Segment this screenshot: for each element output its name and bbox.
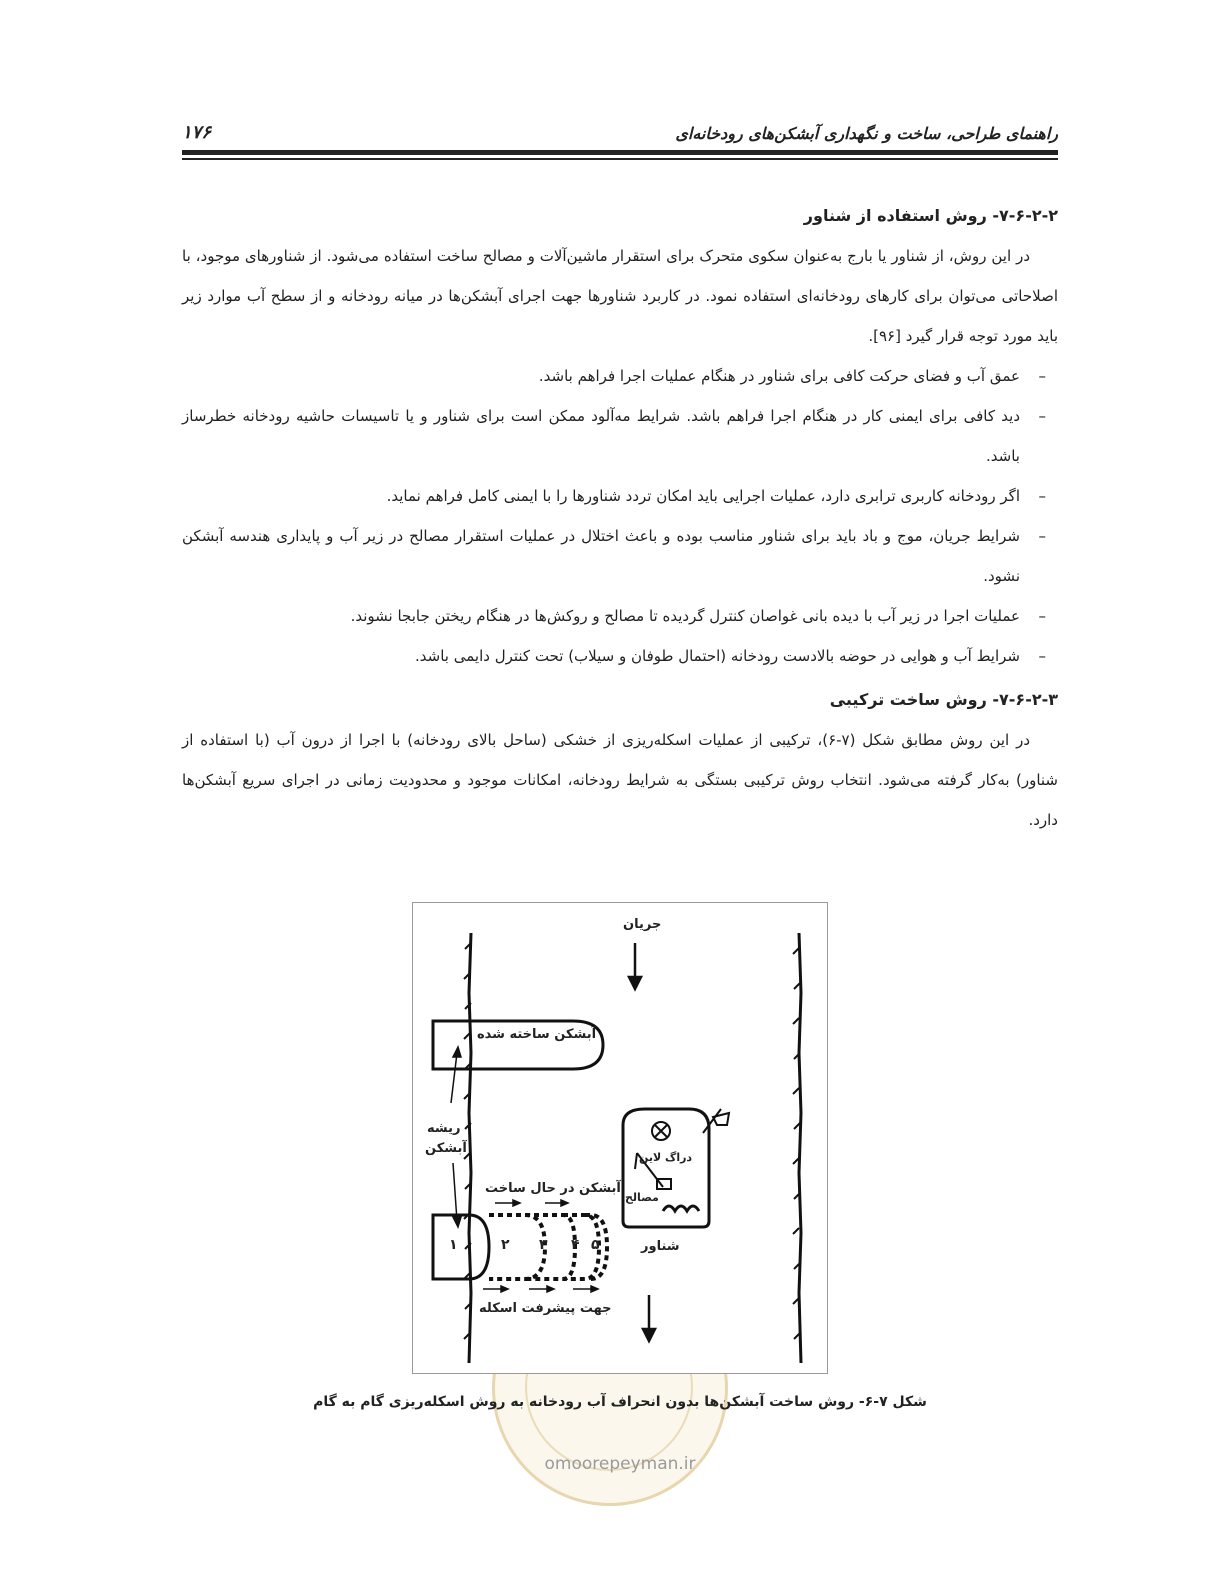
section-heading-combined: ۷-۶-۲-۳- روش ساخت ترکیبی bbox=[829, 690, 1058, 709]
paragraph-float: در این روش، از شناور یا بارج به‌عنوان سکوی متحرک برای استقرار ماشین‌آلات و مصالح ساخت استفاده می‌شود. از شناورهای موجود، با اصلاحاتی می‌توان برای کارهای رودخانه‌ای استفاده نمود. در کاربرد شناورها جهت اجرای آبشکن‌ها در میانه رودخانه و از سطح آب موارد زیر باید مورد توجه قرار گیرد [۹۶]. bbox=[182, 247, 1058, 345]
list-item: – شرایط جریان، موج و باد باید برای شناور مناسب بوده و باعث اختلال در عملیات استقرار مصالح در زیر آب و پایداری هندسه آبشکن نشود. bbox=[182, 516, 1046, 596]
down-arrow bbox=[643, 1295, 655, 1341]
label-built-groyne: آبشکن ساخته شده bbox=[477, 1027, 597, 1042]
label-float: شناور bbox=[641, 1239, 680, 1254]
list-item: – اگر رودخانه کاربری ترابری دارد، عملیات اجرایی باید امکان تردد شناورها را با ایمنی کامل فراهم نماید. bbox=[182, 476, 1046, 516]
list-item: – عملیات اجرا در زیر آب با دیده بانی غواصان کنترل گردیده تا مصالح و روکش‌ها در هنگام ریختن جابجا نشوند. bbox=[182, 596, 1046, 636]
label-root-1: ریشه bbox=[427, 1121, 461, 1136]
diagram-drawing bbox=[413, 903, 827, 1373]
list-item: – عمق آب و فضای حرکت کافی برای شناور در هنگام عملیات اجرا فراهم باشد. bbox=[182, 356, 1046, 396]
segment-label: ۲ bbox=[501, 1237, 510, 1253]
groyne-segment-1 bbox=[433, 1215, 489, 1279]
figure-caption: شکل ۷-۶- روش ساخت آبشکن‌ها بدون انحراف آب رودخانه به روش اسکله‌ریزی گام به گام bbox=[313, 1394, 927, 1410]
label-flow: جریان bbox=[623, 917, 662, 932]
segment-label: ۳ bbox=[539, 1237, 548, 1253]
right-bank bbox=[793, 933, 801, 1363]
label-dragline: دراگ لاین bbox=[639, 1151, 693, 1164]
label-under-construction: آبشکن در حال ساخت bbox=[485, 1181, 621, 1196]
list-item: – شرایط آب و هوایی در حوضه بالادست رودخانه (احتمال طوفان و سیلاب) تحت کنترل دایمی باشد. bbox=[182, 636, 1046, 676]
label-materials: مصالح bbox=[625, 1191, 659, 1204]
materials-pile bbox=[663, 1206, 699, 1211]
list-item: – دید کافی برای ایمنی کار در هنگام اجرا فراهم باشد. شرایط مه‌آلود ممکن است برای شناور و یا تاسیسات حاشیه رودخانه خطرساز باشد. bbox=[182, 396, 1046, 476]
segment-label: ۱ bbox=[449, 1237, 458, 1253]
watermark-site: omoorepeyman.ir bbox=[544, 1454, 696, 1474]
requirements-list bbox=[182, 356, 1058, 676]
label-root-2: آبشکن bbox=[425, 1141, 467, 1156]
body-content bbox=[182, 196, 1058, 840]
paragraph-combined: در این روش مطابق شکل (۷-۶)، ترکیبی از عملیات اسکله‌ریزی از خشکی (ساحل بالای رودخانه) با اجرا از درون آب (با استفاده از شناور) به‌کار گرفته می‌شود. انتخاب روش ترکیبی بستگی به شرایط رودخانه، امکانات موجود و محدودیت زمانی در اجرای سریع آبشکن‌ها دارد. bbox=[182, 731, 1058, 829]
section-heading-float: ۷-۶-۲-۲- روش استفاده از شناور bbox=[803, 206, 1058, 225]
running-title: راهنمای طراحی، ساخت و نگهداری آبشکن‌های رودخانه‌ای bbox=[675, 124, 1058, 143]
label-progress: جهت پیشرفت اسکله bbox=[479, 1301, 612, 1316]
flow-arrow bbox=[629, 943, 641, 989]
figure-diagram bbox=[412, 902, 828, 1374]
header-rule-thick bbox=[182, 150, 1058, 155]
segment-label: ۵ bbox=[591, 1237, 600, 1253]
header-rule-thin bbox=[182, 158, 1058, 160]
segment-label: ۴ bbox=[571, 1237, 580, 1253]
page-number: ۱۷۶ bbox=[182, 122, 212, 143]
root-arrow bbox=[451, 1047, 461, 1227]
